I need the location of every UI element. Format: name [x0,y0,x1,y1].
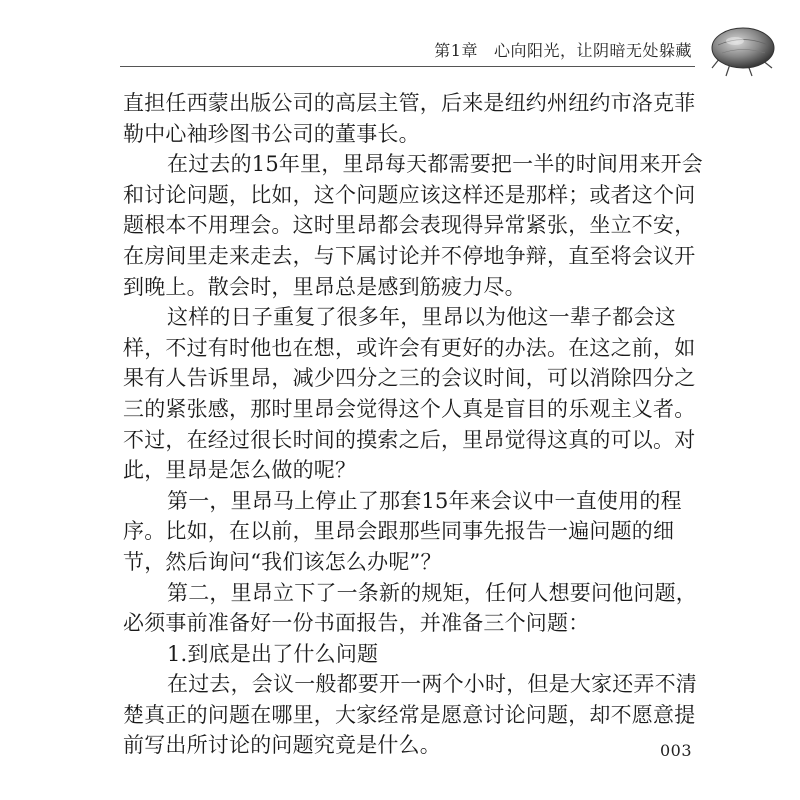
text-line: 第二，里昂立下了一条新的规矩，任何人想要问他问题， [167,580,697,605]
text-line: 此，里昂是怎么做的呢？ [123,458,357,483]
text-line: 前写出所讨论的问题究竟是什么。 [123,733,441,758]
text-line: 第一，里昂马上停止了那套15年来会议中一直使用的程 [167,488,682,513]
text-line: 勒中心袖珍图书公司的董事长。 [123,121,420,146]
text-line: 楚真正的问题在哪里，大家经常是愿意讨论问题，却不愿意提 [123,702,696,727]
text-line: 题根本不用理会。这时里昂都会表现得异常紧张，坐立不安， [123,213,696,238]
header-rule [120,66,695,67]
running-header [434,38,692,61]
text-line: 在过去，会议一般都要开一两个小时，但是大家还弄不清 [167,672,697,697]
text-line: 直担任西蒙出版公司的高层主管，后来是纽约州纽约市洛克菲 [123,91,696,115]
text-line: 不过，在经过很长时间的摸索之后，里昂觉得这真的可以。对 [123,427,696,452]
text-line: 在房间里走来走去，与下属讨论并不停地争辩，直至将会议开 [123,243,696,268]
text-line: 和讨论问题，比如，这个问题应该这样还是那样；或者这个问 [123,182,696,207]
text-line: 节，然后询问“我们该怎么办呢”？ [123,549,442,574]
text-line: 序。比如，在以前，里昂会跟那些同事先报告一遍问题的细 [123,519,675,544]
beetle-icon [708,18,778,80]
text-line: 在过去的15年里，里昂每天都需要把一半的时间用来开会 [167,152,703,177]
page-number: 003 [659,741,692,760]
text-line: 样，不过有时他也在想，或许会有更好的办法。在这之前，如 [123,335,696,360]
text-line: 到晚上。散会时，里昂总是感到筋疲力尽。 [123,274,526,299]
body-text [123,88,703,761]
chapter-number: 第1章 [434,41,478,60]
text-line: 必须事前准备好一份书面报告，并准备三个问题： [123,611,590,636]
chapter-title: 心向阳光，让阴暗无处躲藏 [493,41,692,60]
text-line: 这样的日子重复了很多年，里昂以为他这一辈子都会这 [167,305,676,330]
numbered-heading: 1.到底是出了什么问题 [167,641,379,666]
text-line: 果有人告诉里昂，减少四分之三的会议时间，可以消除四分之 [123,366,696,391]
text-line: 三的紧张感，那时里昂会觉得这个人真是盲目的乐观主义者。 [123,396,696,421]
